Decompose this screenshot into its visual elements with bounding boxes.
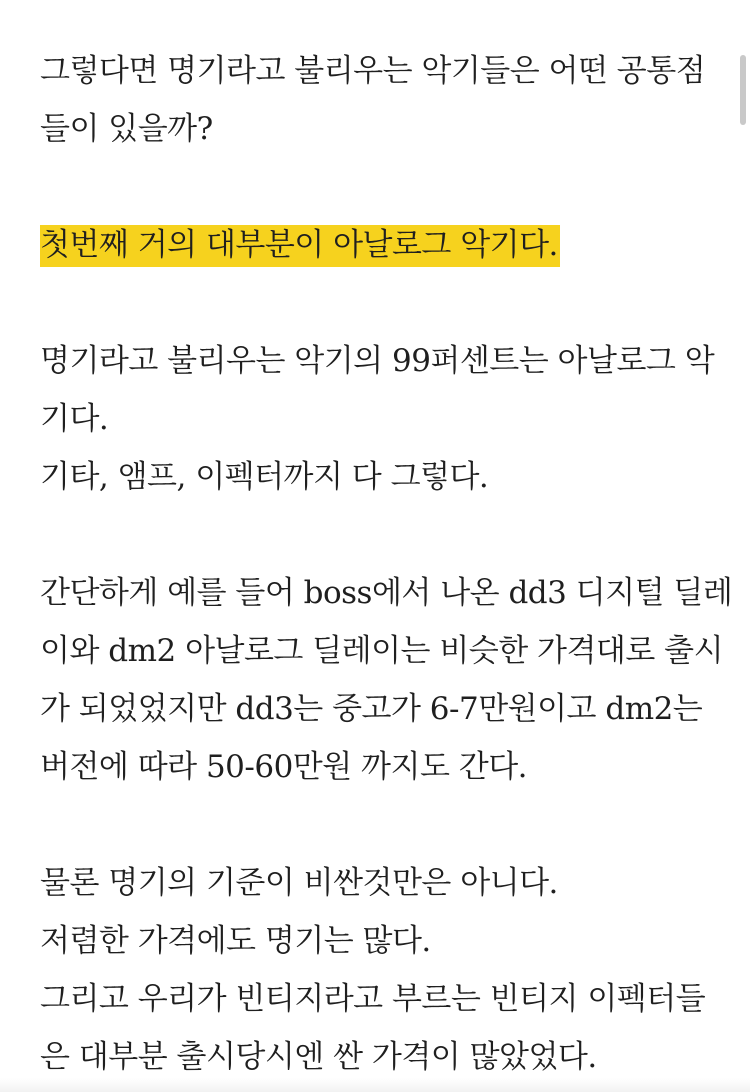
paragraph-gap <box>40 796 720 854</box>
highlighted-text: 첫번째 거의 대부분이 아날로그 악기다. <box>40 225 560 267</box>
text-line: 기다. <box>40 401 109 437</box>
paragraph-analog <box>40 332 720 506</box>
paragraph-highlighted-point <box>40 216 720 274</box>
paragraph-gap <box>40 274 720 332</box>
text-line: 가 되었었지만 dd3는 중고가 6-7만원이고 dm2는 <box>40 691 703 727</box>
text-line: 명기라고 불리우는 악기의 99퍼센트는 아날로그 악 <box>40 343 715 379</box>
text-line: 은 대부분 출시당시엔 싼 가격이 많았었다. <box>40 1039 597 1075</box>
paragraph-intro-question <box>40 42 720 158</box>
article-body <box>40 42 733 1086</box>
text-line: 들이 있을까? <box>40 111 213 147</box>
text-line: 저렴한 가격에도 명기는 많다. <box>40 923 431 959</box>
text-line: 물론 명기의 기준이 비싼것만은 아니다. <box>40 865 558 901</box>
paragraph-vintage <box>40 854 720 1086</box>
scrollbar-thumb[interactable] <box>740 55 746 125</box>
text-line: 버전에 따라 50-60만원 까지도 간다. <box>40 749 527 785</box>
text-line <box>40 216 720 274</box>
text-line: 간단하게 예를 들어 boss에서 나온 dd3 디지털 딜레 <box>40 575 733 611</box>
bottom-edge-shadow <box>0 1078 750 1092</box>
text-line: 기타, 앰프, 이펙터까지 다 그렇다. <box>40 459 489 495</box>
paragraph-gap <box>40 158 720 216</box>
text-line: 그렇다면 명기라고 불리우는 악기들은 어떤 공통점 <box>40 53 706 89</box>
paragraph-gap <box>40 506 720 564</box>
paragraph-example <box>40 564 733 796</box>
text-line: 그리고 우리가 빈티지라고 부르는 빈티지 이펙터들 <box>40 981 706 1017</box>
text-line: 이와 dm2 아날로그 딜레이는 비슷한 가격대로 출시 <box>40 633 724 669</box>
